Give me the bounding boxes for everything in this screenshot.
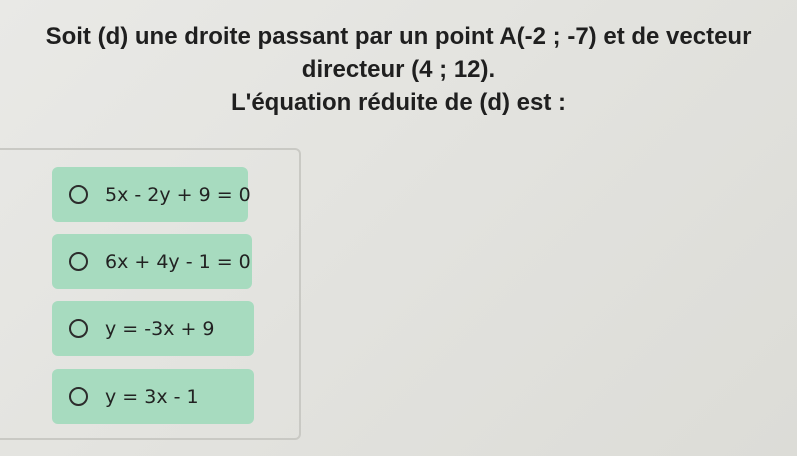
question-line-3: L'équation réduite de (d) est : <box>230 89 567 116</box>
radio-button-icon[interactable] <box>69 252 88 271</box>
question-line-1: Soit (d) une droite passant par un point A(-2 ; -7) et de vecteur <box>45 23 752 50</box>
answer-option-label: y = 3x - 1 <box>105 385 199 408</box>
answer-option-label: 6x + 4y - 1 = 0 <box>105 250 251 273</box>
answer-option-1[interactable] <box>52 167 251 222</box>
radio-button-icon[interactable] <box>69 387 88 406</box>
question-line-2: directeur (4 ; 12). <box>301 56 496 83</box>
radio-button-icon[interactable] <box>69 319 88 338</box>
answer-option-label: y = -3x + 9 <box>105 317 215 340</box>
answer-option-4[interactable] <box>52 369 254 424</box>
answer-option-label: 5x - 2y + 9 = 0 <box>105 183 251 206</box>
question-text <box>0 20 797 119</box>
answer-option-2[interactable] <box>52 234 252 289</box>
radio-button-icon[interactable] <box>69 185 88 204</box>
answer-option-3[interactable] <box>52 301 254 356</box>
